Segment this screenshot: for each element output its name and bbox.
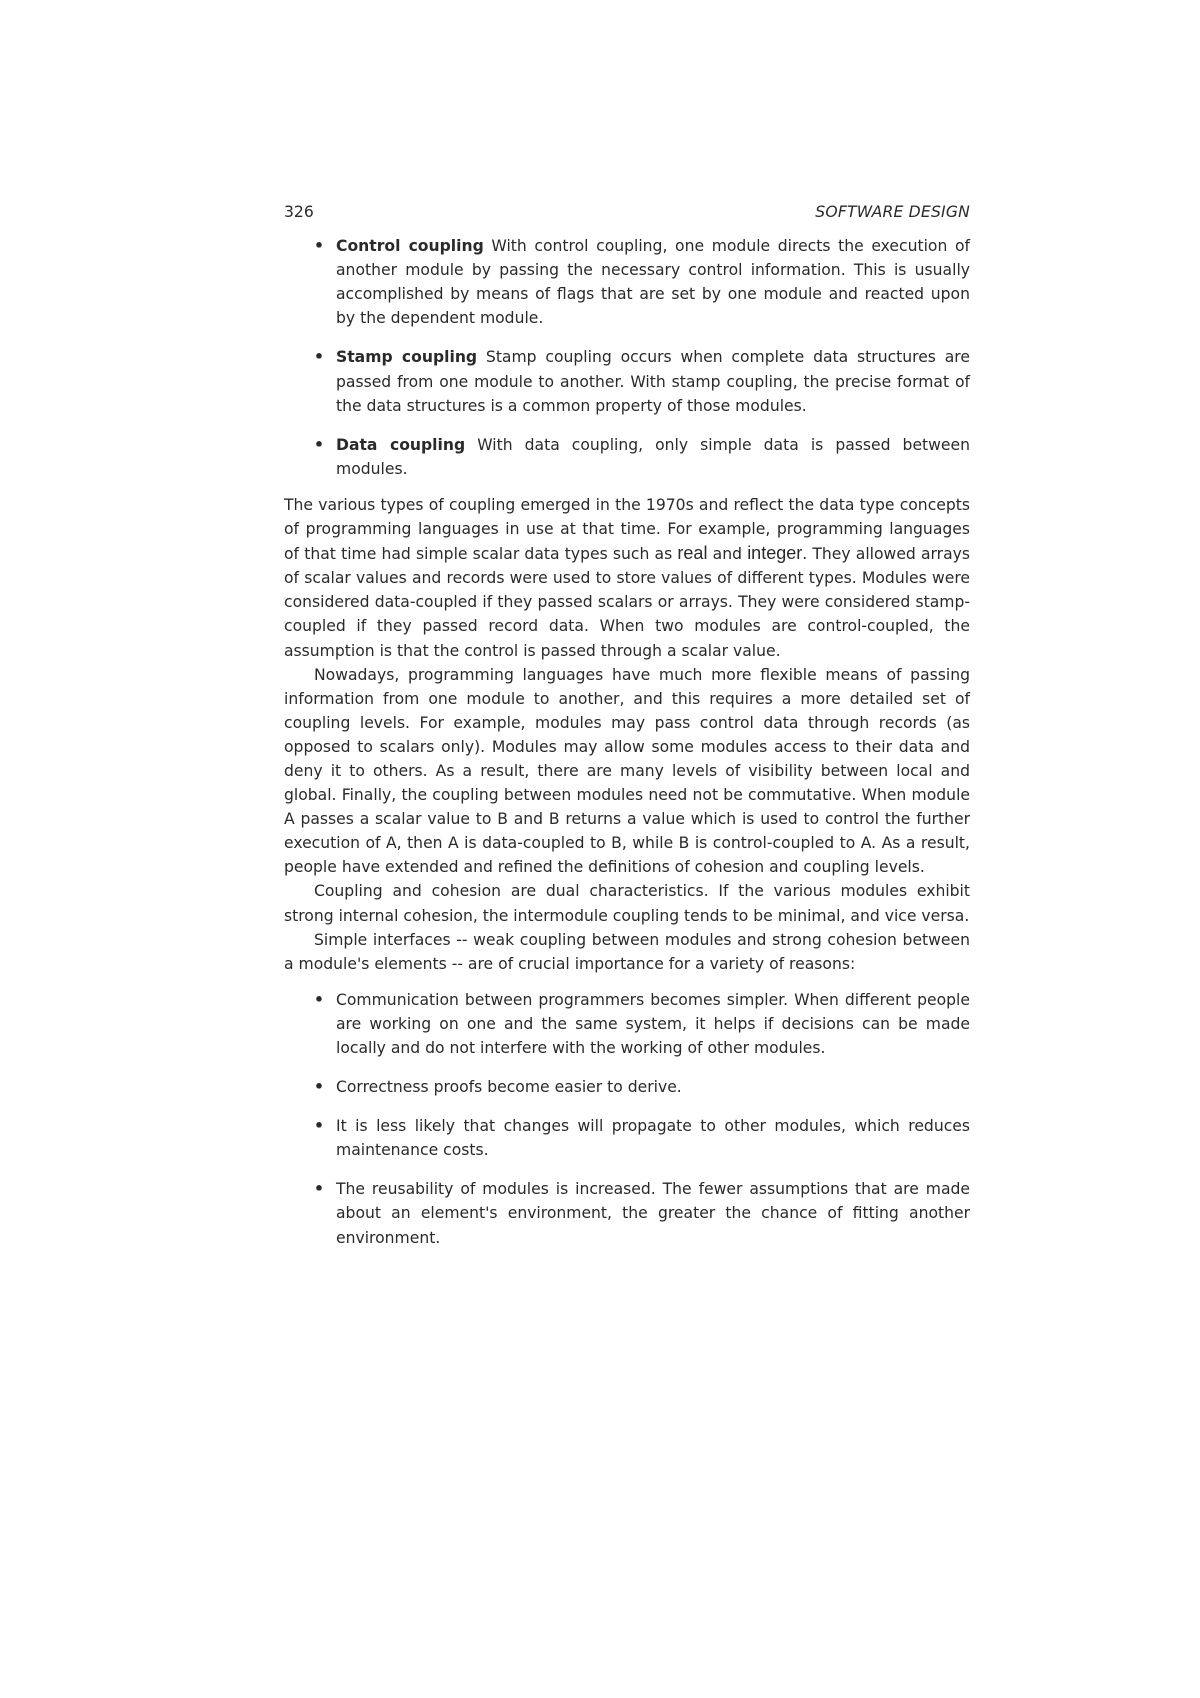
paragraph-simple-interfaces: Simple interfaces -- weak coupling between modules and strong cohesion between a module's elements -- are of crucial importance for a variety of reasons: (284, 930, 970, 973)
book-page (284, 200, 970, 1265)
list-item: • The reusability of modules is increased. The fewer assumptions that are made about an element's environment, the greater the chance of fitting another environment. (284, 1177, 970, 1249)
page-header (284, 200, 970, 224)
code-keyword-integer: integer (747, 543, 803, 564)
paragraph-text: The various types of coupling emerged in the 1970s and reflect the data type concepts of programming languages in use at that time. For example, programming languages of that time had simple scalar data types such as (284, 495, 970, 564)
paragraph-dual-characteristics: Coupling and cohesion are dual characteristics. If the various modules exhibit strong internal cohesion, the intermodule coupling tends to be minimal, and vice versa. (284, 882, 970, 925)
code-keyword-real: real (677, 543, 708, 564)
term-data-coupling: Data coupling (336, 435, 466, 454)
list-item (284, 345, 970, 417)
paragraph-text: and (712, 545, 742, 564)
term-stamp-coupling: Stamp coupling (336, 348, 478, 367)
list-item (284, 234, 970, 330)
list-item (284, 433, 970, 481)
paragraph-coupling-history (284, 493, 970, 663)
definition-text: With control coupling, one module directs the execution of another module by passing the necessary control information. This is usually accomplished by means of flags that are set by one module and reacted upon by the dependent module. (336, 237, 970, 328)
running-title: SOFTWARE DESIGN (815, 203, 970, 221)
paragraph-text: . They allowed arrays of scalar values and records were used to store values of different types. Modules were considered data-coupled if they passed scalars or arrays. They were considered stamp-coupled if they passed record data. When two modules are control-coupled, the assumption is that the control is passed through a scalar value. (284, 545, 971, 660)
page-number: 326 (284, 203, 314, 221)
list-item: • It is less likely that changes will propagate to other modules, which reduces maintenance costs. (284, 1114, 970, 1162)
reasons-list (284, 988, 970, 1250)
term-control-coupling: Control coupling (336, 237, 484, 256)
definition-text: Stamp coupling occurs when complete data structures are passed from one module to another. With stamp coupling, the precise format of the data structures is a common property of those modules. (336, 348, 970, 415)
definition-text: With data coupling, only simple data is passed between modules. (336, 435, 970, 478)
list-item: • Communication between programmers becomes simpler. When different people are working on one and the same system, it helps if decisions can be made locally and do not interfere with the working of other modules. (284, 988, 970, 1060)
paragraph-modern-coupling: Nowadays, programming languages have much more flexible means of passing information from one module to another, and this requires a more detailed set of coupling levels. For example, modules may pass control data through records (as opposed to scalars only). Modules may allow some modules access to their data and deny it to others. As a result, there are many levels of visibility between local and global. Finally, the coupling between modules need not be commutative. When module A passes a scalar value to B and B returns a value which is used to control the further execution of A, then A is data-coupled to B, while B is control-coupled to A. As a result, people have extended and refined the definitions of cohesion and coupling levels. (284, 665, 970, 877)
list-item: • Correctness proofs become easier to derive. (284, 1075, 970, 1099)
coupling-types-list (284, 234, 970, 481)
